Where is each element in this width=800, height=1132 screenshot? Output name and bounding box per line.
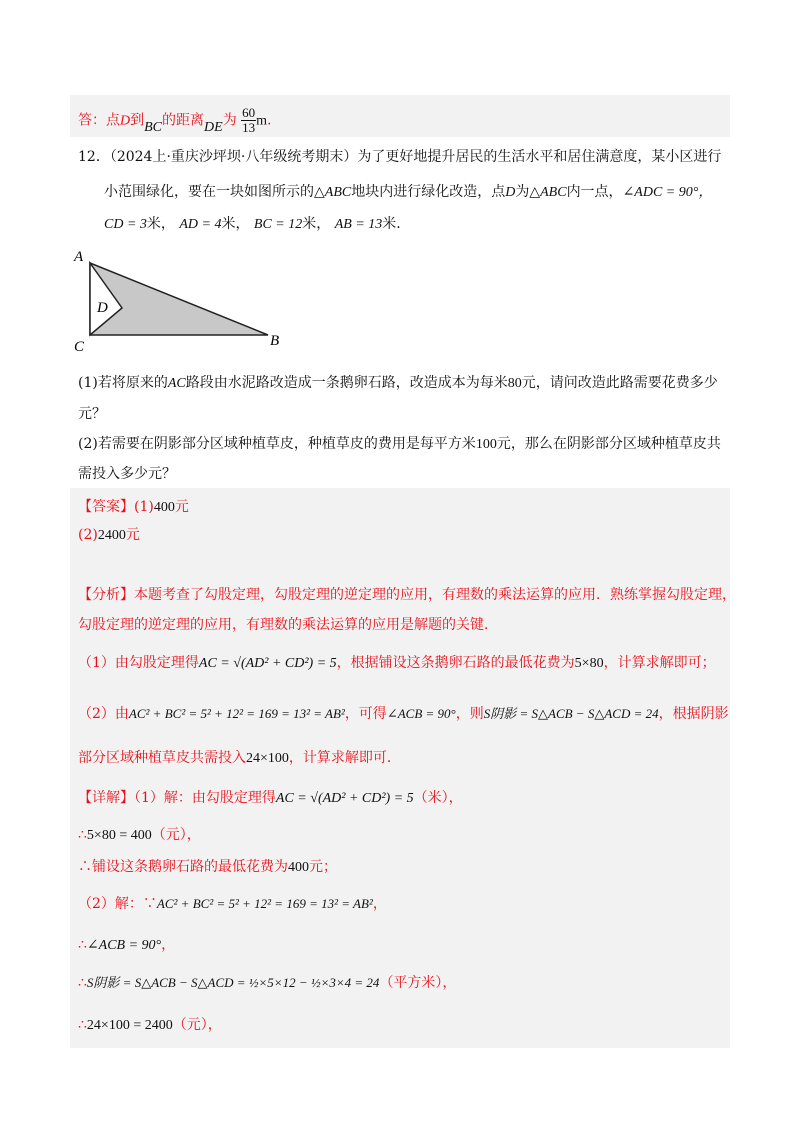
analysis-line-1: 【分析】本题考查了勾股定理，勾股定理的逆定理的应用，有理数的乘法运算的应用．熟练掌握勾股定理， (78, 587, 736, 603)
detail-line-6: ∴S阴影 = S△ACB − S△ACD = ½×5×12 − ½×3×4 = 24（平方米）， (78, 975, 457, 991)
detail-line-3: ∴铺设这条鹅卵石路的最低花费为400元； (78, 859, 337, 875)
label-C: C (74, 339, 85, 355)
label-D: D (97, 300, 108, 316)
detail-line-1: 【详解】（1）解：由勾股定理得AC = √(AD² + CD²) = 5（米）， (78, 790, 463, 806)
question-2-line-2: 需投入多少元？ (78, 466, 176, 482)
problem-line-2: 小范围绿化，要在一块如图所示的△ABC地块内进行绿化改造，点D为△ABC内一点，∠ADC = 90°， (104, 184, 713, 200)
shaded-region (90, 263, 268, 335)
detail-line-5: ∴∠ACB = 90°， (78, 937, 176, 953)
problem-line-1: 12．（2024上·重庆沙坪坝·八年级统考期末）为了更好地提升居民的生活水平和居住满意度，某小区进行 (78, 149, 722, 165)
label-B: B (270, 333, 280, 349)
detail-line-4: （2）解：∵AC² + BC² = 5² + 12² = 169 = 13² = AB²， (78, 896, 387, 912)
question-2-line-1: (2)若需要在阴影部分区域种植草皮，种植草皮的费用是每平方米100元，那么在阴影部分区域种植草皮共 (78, 436, 721, 452)
top-answer-line: 答：点D到BC的距离DE为 $\frac{60}{13}$ m. (78, 105, 272, 135)
question-1-line-1: (1)若将原来的AC路段由水泥路改造成一条鹅卵石路，改造成本为每米80元，请问改造此路需要花费多少 (78, 375, 718, 391)
answer-line-2: (2)2400元 (78, 527, 140, 543)
analysis-step-3: 部分区域种植草皮共需投入24×100，计算求解即可． (78, 750, 401, 766)
fraction-60-13: $\frac{60}{13}$ (242, 105, 256, 135)
triangle-figure (70, 245, 290, 355)
problem-line-3: CD = 3米， AD = 4米， BC = 12米， AB = 13米. (104, 216, 401, 232)
analysis-step-1: （1）由勾股定理得AC = √(AD² + CD²) = 5，根据铺设这条鹅卵石路的最低花费为5×80，计算求解即可； (78, 655, 716, 671)
detail-line-2: ∴5×80 = 400（元）， (78, 827, 201, 843)
analysis-line-2: 勾股定理的逆定理的应用，有理数的乘法运算的应用是解题的关键． (78, 617, 498, 633)
analysis-step-2: （2）由AC² + BC² = 5² + 12² = 169 = 13² = AB²，可得∠ACB = 90°，则S阴影 = S△ACB − S△ACD = 24，根据阴影 (78, 706, 729, 722)
detail-line-7: ∴24×100 = 2400（元）， (78, 1017, 222, 1033)
answer-line-1: 【答案】(1)400元 (78, 499, 189, 515)
label-A: A (74, 249, 84, 265)
question-1-line-2: 元？ (78, 406, 106, 422)
